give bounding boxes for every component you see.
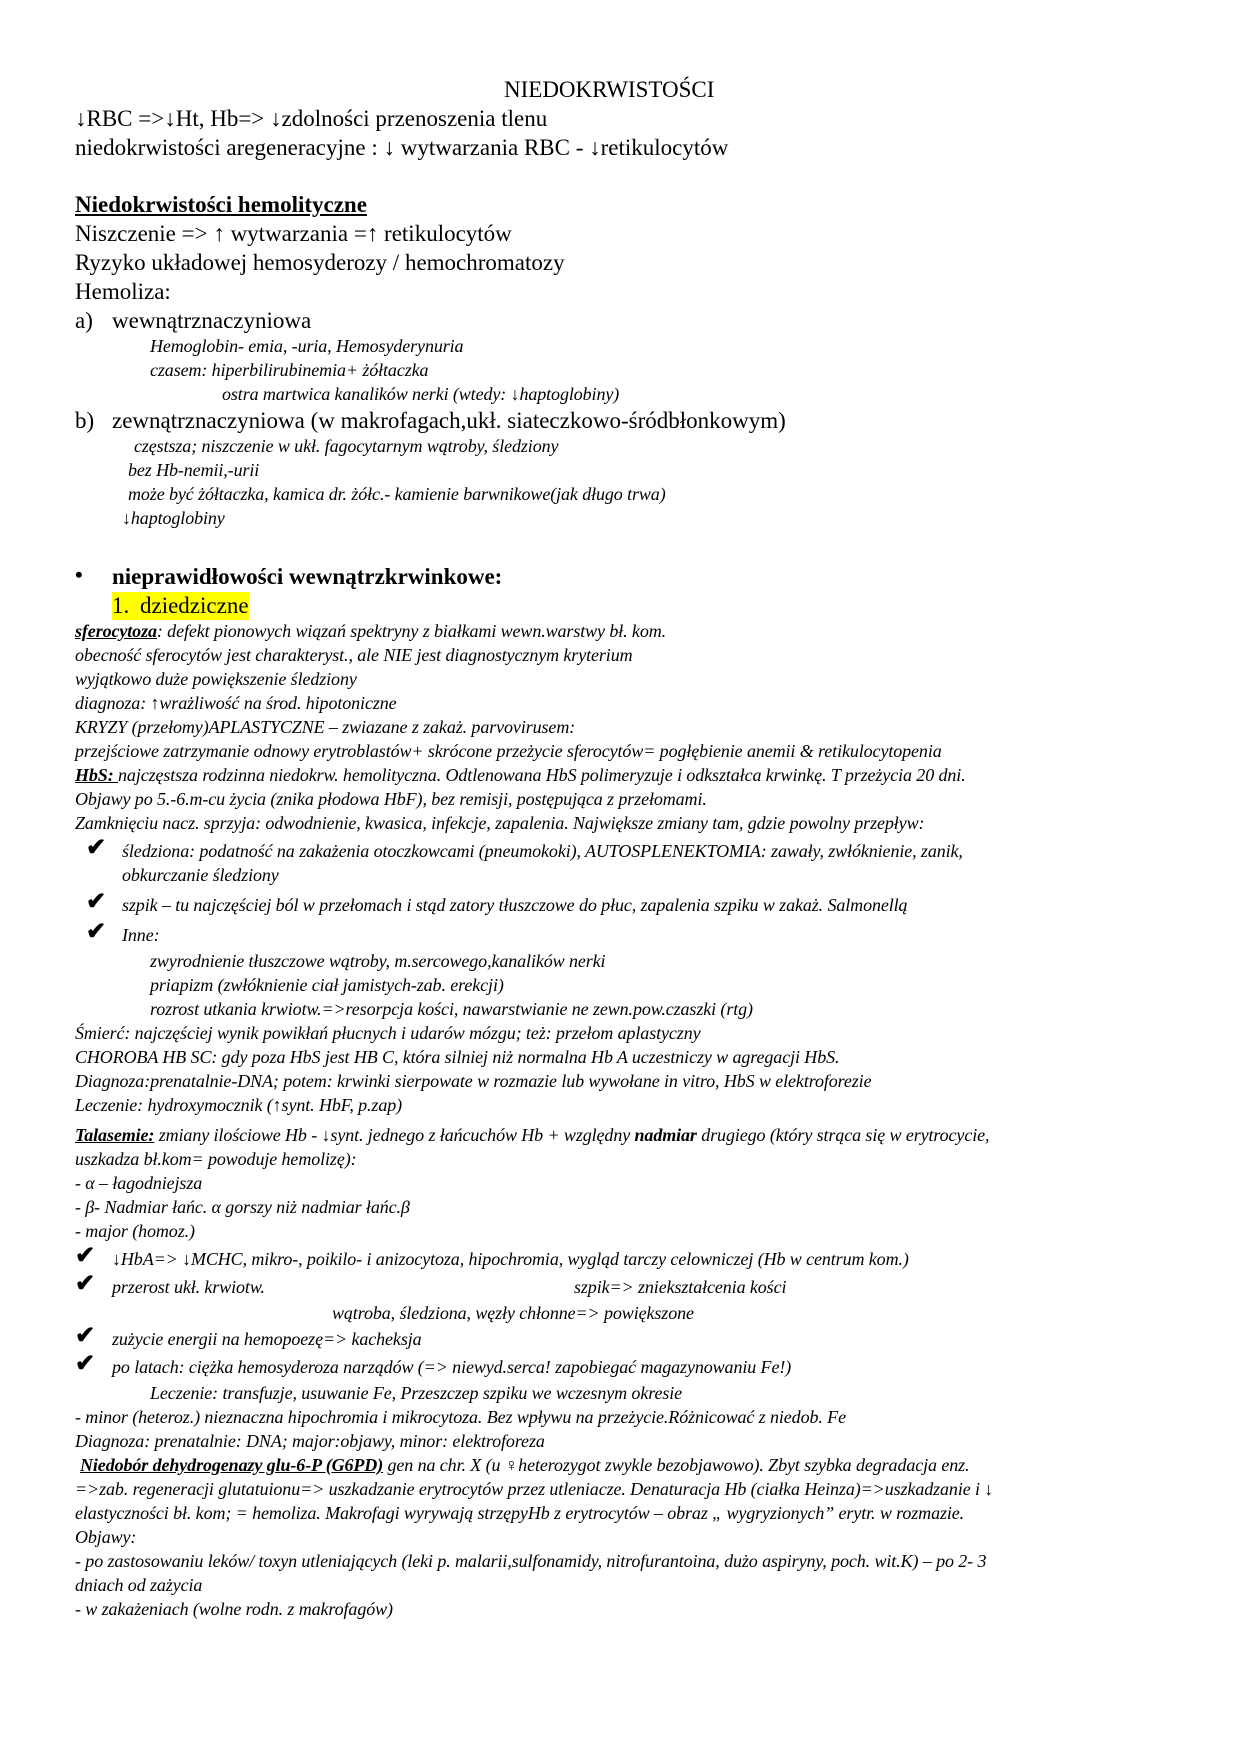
paragraph-line: diagnoza: ↑wrażliwość na środ. hipotoniczne: [75, 693, 397, 713]
list-marker: b): [75, 408, 95, 433]
paragraph-line: - minor (heteroz.) nieznaczna hipochromia i mikrocytoza. Bez wpływu na przeżycie.Różnicować z niedob. Fe: [75, 1407, 846, 1427]
check-item: zużycie energii na hemopoezę=> kacheksja: [112, 1329, 422, 1349]
list-marker: a): [75, 308, 93, 333]
checkmark-icon: ✔: [75, 1271, 96, 1297]
checkmark-icon: ✔: [86, 835, 107, 861]
paragraph-line: Śmierć: najczęściej wynik powikłań płucnych i udarów mózgu; też: przełom aplastyczny: [75, 1023, 701, 1043]
term-text: : defekt pionowych wiązań spektryny z białkami wewn.warstwy bł. kom.: [156, 621, 667, 641]
check-item: Inne:: [122, 925, 160, 945]
paragraph-line: obecność sferocytów jest charakteryst., ale NIE jest diagnostycznym kryterium: [75, 645, 633, 665]
check-item-continued: wątroba, śledziona, węzły chłonne=> powiększone: [332, 1303, 694, 1323]
check-item: po latach: ciężka hemosyderoza narządów (=> niewyd.serca! zapobiegać magazynowaniu Fe!): [112, 1357, 792, 1377]
checkmark-icon: ✔: [86, 889, 107, 915]
paragraph-line: [75, 1124, 989, 1147]
checkmark-icon: ✔: [86, 919, 107, 945]
list-item-label: wewnątrznaczyniowa: [112, 308, 312, 333]
detail-line: Hemoglobin- emia, -uria, Hemosyderynuria: [150, 336, 464, 356]
intro-line: niedokrwistości aregeneracyjne : ↓ wytwarzania RBC - ↓retikulocytów: [75, 135, 729, 160]
check-item: szpik – tu najczęściej ból w przełomach i stąd zatory tłuszczowe do płuc, zapalenia szpiku w zakaż. Salmonellą: [122, 895, 908, 915]
paragraph-line: Diagnoza: prenatalnie: DNA; major:objawy, minor: elektroforeza: [75, 1431, 545, 1451]
page-title: NIEDOKRWISTOŚCI: [504, 77, 715, 102]
paragraph-line: [75, 620, 666, 643]
paragraph-line: [80, 1454, 969, 1477]
paragraph-line: uszkadza bł.kom= powoduje hemolizę):: [75, 1149, 357, 1169]
text-line: Niszczenie => ↑ wytwarzania =↑ retikulocytów: [75, 221, 512, 246]
list-item-label: zewnątrznaczyniowa (w makrofagach,ukł. siateczkowo-śródbłonkowym): [112, 408, 786, 433]
detail-line: może być żółtaczka, kamica dr. żółc.- kamienie barwnikowe(jak długo trwa): [128, 484, 666, 504]
paragraph-line: Diagnoza:prenatalnie-DNA; potem: krwinki sierpowate w rozmazie lub wywołane in vitro, HbS w elektroforezie: [75, 1071, 872, 1091]
term-thalassemia: Talasemie:: [75, 1125, 155, 1145]
paragraph-line: Objawy:: [75, 1527, 137, 1547]
term-text: gen na chr. X (u ♀heterozygot zwykle bezobjawowo). Zbyt szybka degradacja enz.: [383, 1455, 970, 1475]
paragraph-line: - po zastosowaniu leków/ toxyn utleniających (leki p. malarii,sulfonamidy, nitrofurantoina, dużo aspiryny, poch. wit.K) – po 2- 3: [75, 1551, 987, 1571]
checkmark-icon: ✔: [75, 1323, 96, 1349]
term-spherocytosis: sferocytoza: [75, 621, 157, 641]
text-line: Hemoliza:: [75, 279, 171, 304]
check-item: przerost ukł. krwiotw.: [112, 1277, 265, 1297]
check-item-continued: obkurczanie śledziony: [122, 865, 279, 885]
paragraph-line: Objawy po 5.-6.m-cu życia (znika płodowa HbF), bez remisji, postępująca z przełomami.: [75, 789, 707, 809]
checkmark-icon: ✔: [75, 1243, 96, 1269]
detail-line: czasem: hiperbilirubinemia+ żółtaczka: [150, 360, 429, 380]
sub-item: zwyrodnienie tłuszczowe wątroby, m.sercowego,kanalików nerki: [150, 951, 606, 971]
paragraph-line: elastyczności bł. kom; = hemoliza. Makrofagi wyrywają strzępyHb z erytrocytów – obraz „ wygryzionych” erytr. w rozmazie.: [75, 1503, 965, 1523]
detail-line: ↓haptoglobiny: [122, 508, 225, 528]
checkmark-icon: ✔: [75, 1351, 96, 1377]
paragraph-line: przejściowe zatrzymanie odnowy erytroblastów+ skrócone przeżycie sferocytów= pogłębienie anemii & retikulocytopenia: [75, 741, 942, 761]
paragraph-line: [75, 764, 966, 787]
section-heading-intracellular: nieprawidłowości wewnątrzkrwinkowe:: [112, 564, 503, 589]
paragraph-line: - major (homoz.): [75, 1221, 195, 1241]
paragraph-line: =>zab. regeneracji glutatuionu=> uszkadzanie erytrocytów przez utleniacze. Denaturacja Hb (ciałka Heinza)=>uszkadzanie i ↓: [75, 1479, 994, 1499]
paragraph-line: Leczenie: hydroxymocznik (↑synt. HbF, p.zap): [75, 1095, 403, 1115]
sub-item: priapizm (zwłóknienie ciał jamistych-zab. erekcji): [150, 975, 504, 995]
check-item: ↓HbA=> ↓MCHC, mikro-, poikilo- i anizocytoza, hipochromia, wygląd tarczy celowniczej (Hb w centrum kom.): [112, 1249, 909, 1269]
paragraph-line: CHOROBA HB SC: gdy poza HbS jest HB C, która silniej niż normalna Hb A uczestniczy w agregacji HbS.: [75, 1047, 840, 1067]
term-hbs: HbS:: [75, 765, 119, 785]
paragraph-line: Zamknięciu nacz. sprzyja: odwodnienie, kwasica, infekcje, zapalenia. Największe zmiany tam, gdzie powolny przepływ:: [75, 813, 925, 833]
section-heading-hemolytic: Niedokrwistości hemolityczne: [75, 192, 367, 217]
paragraph-line: dniach od zażycia: [75, 1575, 203, 1595]
sub-item: Leczenie: transfuzje, usuwanie Fe, Przeszczep szpiku we wczesnym okresie: [150, 1383, 683, 1403]
sub-item: rozrost utkania krwiotw.=>resorpcja kości, nawarstwianie ne zewn.pow.czaszki (rtg): [150, 999, 753, 1019]
term-text: drugiego (który strąca się w erytrocycie,: [696, 1125, 990, 1145]
numbered-heading-label: dziedziczne: [140, 593, 249, 618]
numbered-heading-number: 1.: [112, 592, 139, 620]
paragraph-line: - β- Nadmiar łańc. α gorszy niż nadmiar łańc.β: [75, 1197, 410, 1217]
paragraph-line: - w zakażeniach (wolne rodn. z makrofagów): [75, 1599, 393, 1619]
paragraph-line: - α – łagodniejsza: [75, 1173, 203, 1193]
term-text: najczęstsza rodzinna niedokrw. hemolityczna. Odtlenowana HbS polimeryzuje i odkształca krwinkę. T przeżycia 20 dni.: [118, 765, 966, 785]
bullet-icon: •: [75, 562, 83, 587]
paragraph-line: KRYZY (przełomy)APLASTYCZNE – zwiazane z zakaż. parvovirusem:: [75, 717, 576, 737]
term-text: zmiany ilościowe Hb - ↓synt. jednego z łańcuchów Hb + względny: [154, 1125, 635, 1145]
check-item-right: szpik=> zniekształcenia kości: [574, 1277, 787, 1297]
intro-line: ↓RBC =>↓Ht, Hb=> ↓zdolności przenoszenia tlenu: [75, 106, 548, 131]
paragraph-line: wyjątkowo duże powiększenie śledziony: [75, 669, 357, 689]
detail-line: bez Hb-nemii,-urii: [128, 460, 260, 480]
text-line: Ryzyko układowej hemosyderozy / hemochromatozy: [75, 250, 565, 275]
detail-line: częstsza; niszczenie w ukł. fagocytarnym wątroby, śledziony: [134, 436, 559, 456]
emphasis-word: nadmiar: [634, 1125, 697, 1145]
detail-line: ostra martwica kanalików nerki (wtedy: ↓haptoglobiny): [222, 384, 620, 404]
term-g6pd: Niedobór dehydrogenazy glu-6-P (G6PD): [80, 1455, 384, 1475]
check-item: śledziona: podatność na zakażenia otoczkowcami (pneumokoki), AUTOSPLENEKTOMIA: zawały, zwłóknienie, zanik,: [122, 841, 963, 861]
